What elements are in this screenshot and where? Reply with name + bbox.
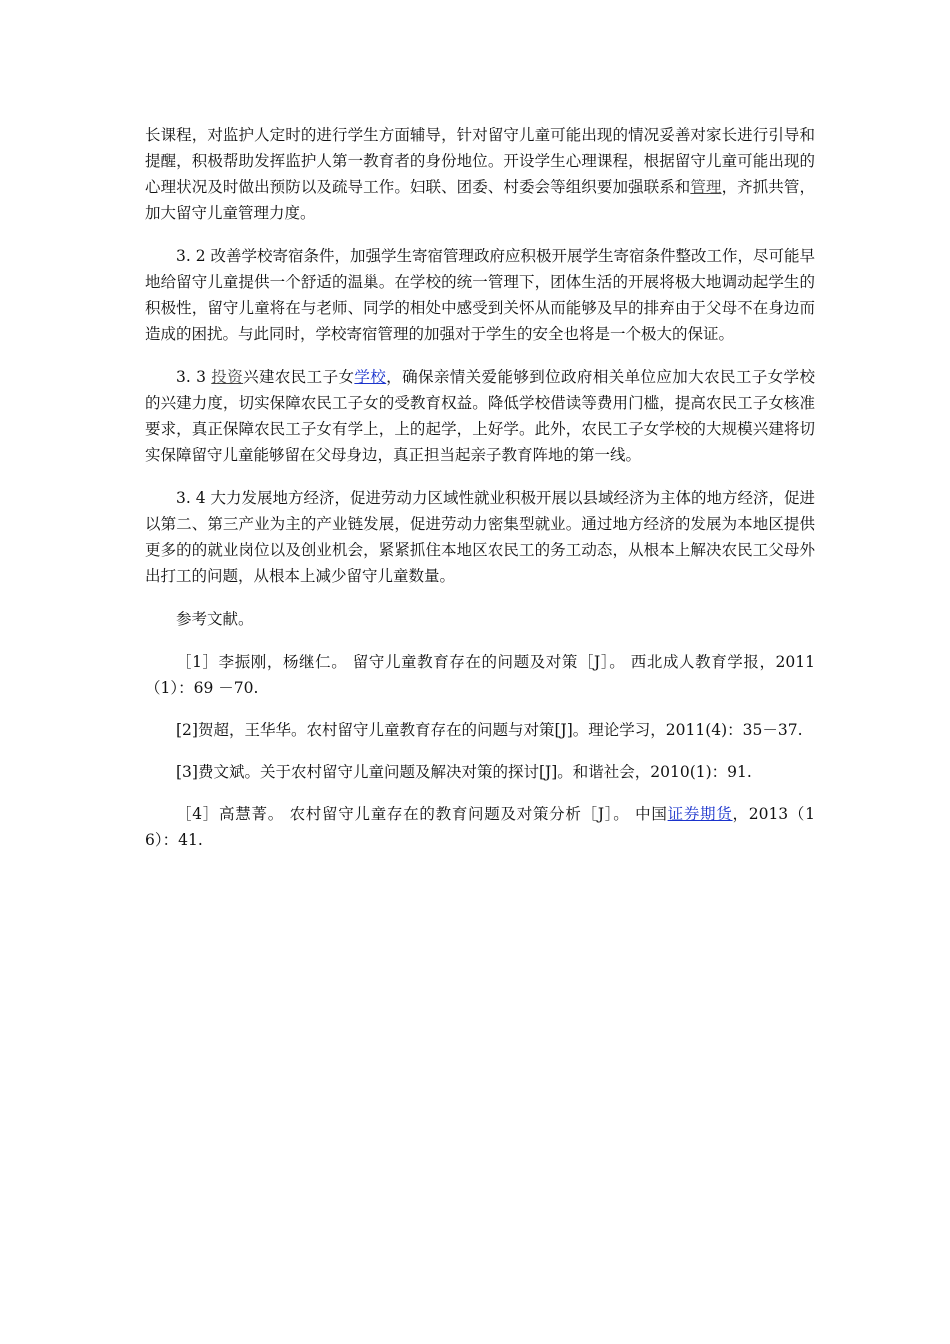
paragraph-migrant-schools: [145, 364, 815, 468]
paragraph-guardian-guidance: [145, 122, 815, 226]
link-management[interactable]: 管理: [690, 178, 722, 196]
paragraph-boarding-conditions: [145, 243, 815, 347]
references-heading: 参考文献。: [176, 610, 254, 628]
reference-item-2: [2]贺超，王华华。农村留守儿童教育存在的问题与对策[J]。理论学习，2011(4)：35－37.: [176, 721, 803, 739]
paragraph-text: 兴建农民工子女: [243, 368, 355, 386]
link-school[interactable]: 学校: [354, 368, 387, 386]
paragraph-text: ，齐抓共管，加大留守儿童管理力度。: [145, 178, 815, 222]
paragraph-text: 3. 2 改善学校寄宿条件，加强学生寄宿管理政府应积极开展学生寄宿条件整改工作，尽可能早地给留守儿童提供一个舒适的温巢。在学校的统一管理下，团体生活的开展将极大地调动起学生的积极性，留守儿童将在与老师、同学的相处中感受到关怀从而能够及早的排弃由于父母不在身边而造成的困扰。与此同时，学校寄宿管理的加强对于学生的安全也将是一个极大的保证。: [145, 247, 816, 343]
reference-item-4: [145, 801, 815, 853]
link-investment[interactable]: 投资: [211, 368, 244, 386]
reference-item-1: ［1］李振刚，杨继仁。 留守儿童教育存在的问题及对策［J］。 西北成人教育学报，2011（1）：69 －70.: [145, 653, 815, 697]
section-number: 3. 3: [176, 368, 212, 386]
paragraph-text: 长课程，对监护人定时的进行学生方面辅导，针对留守儿童可能出现的情况妥善对家长进行引导和提醒，积极帮助发挥监护人第一教育者的身份地位。开设学生心理课程，根据留守儿童可能出现的心理状况及时做出预防以及疏导工作。妇联、团委、村委会等组织要加强联系和: [145, 126, 815, 196]
reference-text: ，2013（16）：41.: [145, 805, 815, 849]
reference-text: ［4］高慧菁。 农村留守儿童存在的教育问题及对策分析［J］。 中国: [176, 805, 668, 823]
reference-item-3: [3]费文斌。关于农村留守儿童问题及解决对策的探讨[J]。和谐社会，2010(1)：91.: [176, 763, 752, 781]
paragraph-text: ，确保亲情关爱能够到位政府相关单位应加大农民工子女学校的兴建力度，切实保障农民工子女的受教育权益。降低学校借读等费用门槛，提高农民工子女核准要求，真正保障农民工子女有学上，上的起学，上好学。此外，农民工子女学校的大规模兴建将切实保障留守儿童能够留在父母身边，真正担当起亲子教育阵地的第一线。: [145, 368, 815, 464]
paragraph-local-economy: [145, 485, 815, 589]
link-securities-futures[interactable]: 证券期货: [667, 805, 733, 823]
document-body: [145, 122, 815, 869]
paragraph-text: 3. 4 大力发展地方经济，促进劳动力区域性就业积极开展以县域经济为主体的地方经济，促进以第二、第三产业为主的产业链发展，促进劳动力密集型就业。通过地方经济的发展为本地区提供更多的的就业岗位以及创业机会，紧紧抓住本地区农民工的务工动态，从根本上解决农民工父母外出打工的问题，从根本上减少留守儿童数量。: [145, 489, 816, 585]
